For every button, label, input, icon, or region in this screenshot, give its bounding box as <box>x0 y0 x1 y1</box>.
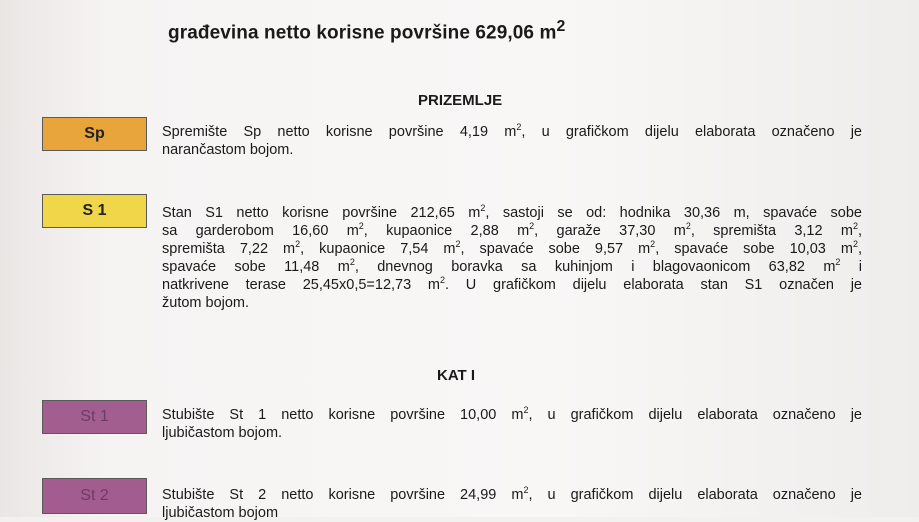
paragraph-sp <box>162 123 862 159</box>
paragraph-line: Stubište St 1 netto korisne površine 10,00 $m^2$, u grafičkom dijelu elaborata označeno je <box>162 405 862 423</box>
section-title-prizemlje: PRIZEMLJE <box>418 92 503 109</box>
paragraph-s1 <box>162 204 862 312</box>
label-box-sp: Sp <box>42 117 147 151</box>
section-title-kat: KAT I <box>437 367 476 384</box>
paragraph-st1 <box>162 406 862 442</box>
label-box-st1: St 1 <box>42 400 147 434</box>
paragraph-line: spavaće sobe 11,48 $m^2$, dnevnog boravka sa kuhinjom i blagovaonicom 63,82 $m^2$ i <box>162 257 862 275</box>
paragraph-line: žutom bojom. <box>162 295 250 311</box>
paragraph-line: ljubičastom bojom <box>162 505 279 521</box>
label-box-s1: S 1 <box>42 194 147 228</box>
label-box-st2: St 2 <box>42 478 147 514</box>
document-heading: građevina netto korisne površine 629,06 $m^2$ <box>168 18 566 44</box>
paragraph-line: Spremište Sp netto korisne površine 4,19 $m^2$, u grafičkom dijelu elaborata označeno je <box>162 122 862 140</box>
paragraph-line: sa garderobom 16,60 $m^2$, kupaonice 2,88 $m^2$, garaže 37,30 $m^2$, spremišta 3,12 $m^2$, <box>162 221 862 239</box>
paragraph-line: ljubičastom bojom. <box>162 425 283 441</box>
paragraph-line: Stubište St 2 netto korisne površine 24,99 $m^2$, u grafičkom dijelu elaborata označeno je <box>162 485 862 503</box>
paragraph-line: Stan S1 netto korisne površine 212,65 $m^2$, sastoji se od: hodnika 30,36 m, spavaće sobe <box>162 203 862 221</box>
paragraph-line: natkrivene terase 25,45x0,5=12,73 $m^2$. U grafičkom dijelu elaborata stan S1 označen je <box>162 275 862 293</box>
paragraph-line: narančastom bojom. <box>162 142 294 158</box>
paragraph-line: spremišta 7,22 $m^2$, kupaonice 7,54 $m^2$, spavaće sobe 9,57 $m^2$, spavaće sobe 10,03 $m^2$, <box>162 239 862 257</box>
